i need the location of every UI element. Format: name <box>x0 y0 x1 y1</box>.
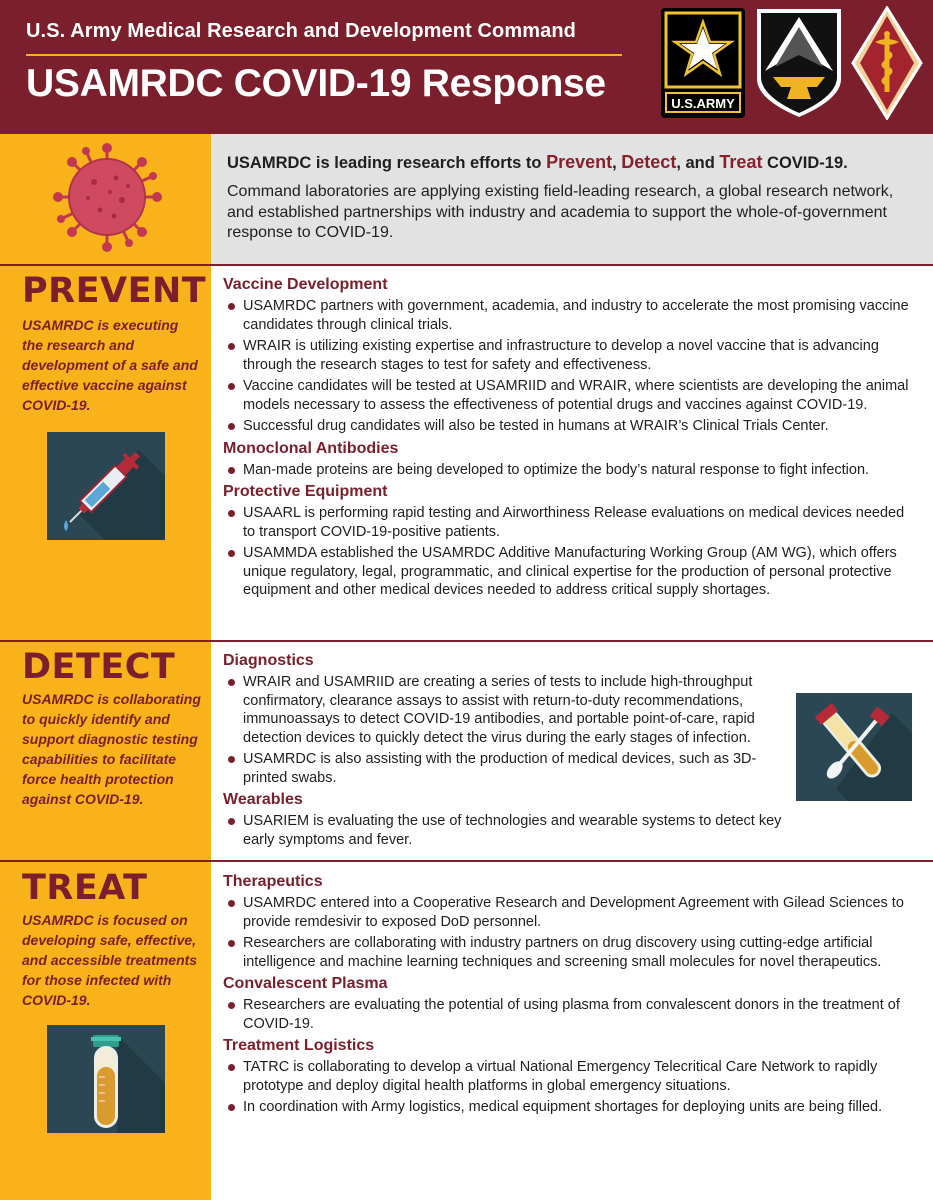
page-title: USAMRDC COVID-19 Response <box>26 62 606 105</box>
list-item: Successful drug candidates will also be tested in humans at WRAIR’s Clinical Trials Center. <box>223 417 913 436</box>
group-heading: Treatment Logistics <box>223 1037 375 1054</box>
group-heading: Therapeutics <box>223 873 323 890</box>
therapeutics-group <box>223 873 913 971</box>
list-item: Researchers are evaluating the potential of using plasma from convalescent donors in the treatment of COVID-19. <box>223 996 913 1033</box>
prevent-content <box>223 276 913 604</box>
treatment-logistics-group <box>223 1037 913 1117</box>
intro-body: Command laboratories are applying existing field-leading research, a global research network, and established partnerships with industry and academia to support the whole-of-government response to COVID-19. <box>227 183 894 241</box>
list-item: Researchers are collaborating with industry partners on drug discovery using cutting-edge artificial intelligence and machine learning techniques and screening small molecules for novel therapeutics. <box>223 934 913 971</box>
group-heading: Monoclonal Antibodies <box>223 439 399 457</box>
group-heading: Protective Equipment <box>223 483 388 500</box>
test-tubes-icon <box>796 693 912 801</box>
list-item: USARIEM is evaluating the use of technologies and wearable systems to detect key early symptoms and fever. <box>223 812 788 849</box>
list-item: USAARL is performing rapid testing and Airworthiness Release evaluations on medical devices needed to transport COVID-19-positive patients. <box>223 504 913 541</box>
intro-and: , and <box>676 154 720 172</box>
intro-headline <box>227 152 917 173</box>
header-rule <box>26 54 622 56</box>
list-item: USAMMDA established the USAMRDC Additive Manufacturing Working Group (AM WG), which offers unique regulatory, legal, programmatic, and clinical expertise for the production of personal protective equipment and other medical devices needed to address critical supply shortages. <box>223 544 913 600</box>
detect-title: DETECT <box>22 647 176 687</box>
treat-description: USAMRDC is focused on developing safe, effective, and accessible treatments for those infected with COVID-19. <box>22 912 198 1008</box>
list-item: USAMRDC partners with government, academia, and industry to accelerate the most promising vaccine candidates through clinical trials. <box>223 297 913 334</box>
detect-description: USAMRDC is collaborating to quickly identify and support diagnostic testing capabilities to facilitate force health protection against COVID-19. <box>22 691 201 807</box>
list-item: TATRC is collaborating to develop a virtual National Emergency Telecritical Care Network to rapidly prototype and deploy digital health platforms in global emergency situations. <box>223 1058 913 1095</box>
header-subtitle: U.S. Army Medical Research and Development Command <box>26 20 576 42</box>
group-heading: Convalescent Plasma <box>223 975 388 992</box>
list-item: WRAIR is utilizing existing expertise and infrastructure to develop a novel vaccine that is advancing through the research stages to test for safety and effectiveness. <box>223 337 913 374</box>
wearables-group <box>223 791 788 849</box>
header-banner <box>0 0 933 134</box>
treat-content <box>223 873 913 1121</box>
protective-equipment-group <box>223 483 913 600</box>
prevent-title: PREVENT <box>22 271 207 311</box>
intro-treat: Treat <box>719 152 763 172</box>
intro-headline-post: COVID-19. <box>762 154 848 172</box>
list-item: Vaccine candidates will be tested at USAMRIID and WRAIR, where scientists are developing the animal models necessary to assess the effectiveness of potential drugs and vaccines against COVID-19. <box>223 377 913 414</box>
convalescent-plasma-group <box>223 975 913 1033</box>
list-item: Man-made proteins are being developed to optimize the body’s natural response to fight infection. <box>223 461 913 480</box>
group-heading: Diagnostics <box>223 652 314 669</box>
treat-title: TREAT <box>22 868 148 908</box>
blood-vial-icon <box>47 1025 165 1133</box>
intro-headline-pre: USAMRDC is leading research efforts to <box>227 154 547 172</box>
list-item: WRAIR and USAMRIID are creating a series of tests to include high-throughput confirmatory, clearance assays to assist with return-to-duty recommendations, immunoassays to detect COVID-19 antibodies, and portable point-of-care, rapid detection devices to quickly detect the virus during the early stages of infection. <box>223 673 788 747</box>
list-item: USAMRDC is also assisting with the production of medical devices, such as 3D-printed swabs. <box>223 750 788 787</box>
list-item: USAMRDC entered into a Cooperative Research and Development Agreement with Gilead Sciences to provide remdesivir to exposed DoD personnel. <box>223 894 913 931</box>
intro-detect: Detect <box>621 152 677 172</box>
prevent-description: USAMRDC is executing the research and development of a safe and effective vaccine against COVID-19. <box>22 317 198 413</box>
syringe-icon <box>47 432 165 540</box>
monoclonal-antibodies-group <box>223 440 913 480</box>
vaccine-development-group <box>223 276 913 436</box>
army-logo-text: U.S.ARMY <box>671 96 735 111</box>
us-army-logo <box>661 8 745 118</box>
list-item: In coordination with Army logistics, medical equipment shortages for deploying units are being filled. <box>223 1098 913 1117</box>
coronavirus-icon <box>50 140 165 255</box>
medical-branch-logo <box>851 6 923 120</box>
intro-prevent: Prevent <box>546 152 613 172</box>
intro-comma: , <box>612 154 622 172</box>
detect-content <box>223 652 788 853</box>
group-heading: Vaccine Development <box>223 276 388 293</box>
group-heading: Wearables <box>223 791 303 808</box>
diagnostics-group <box>223 652 788 787</box>
army-futures-command-logo <box>755 7 843 119</box>
